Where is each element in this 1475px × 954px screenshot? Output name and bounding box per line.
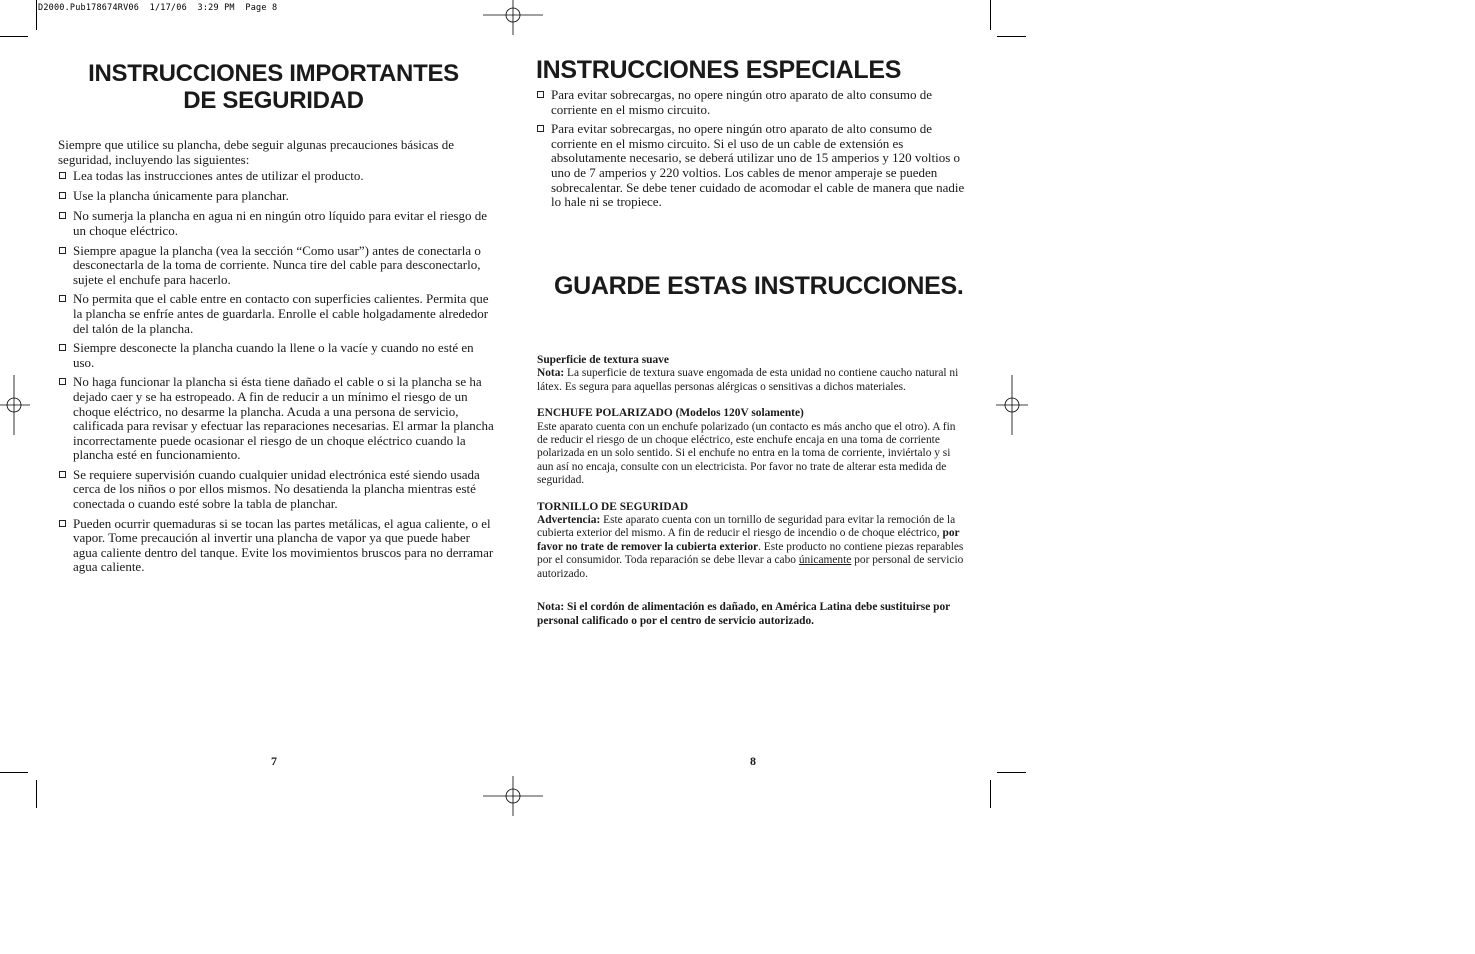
list-item-text: Para evitar sobrecargas, no opere ningún otro aparato de alto consumo de corriente en el mismo circuito. <box>551 87 932 117</box>
surface-note <box>537 354 969 394</box>
list-item <box>58 244 494 288</box>
cord-note <box>537 601 969 628</box>
registration-mark-icon <box>996 375 1028 435</box>
page-number: 8 <box>750 754 756 768</box>
list-item <box>58 517 494 575</box>
checkbox-icon <box>537 125 544 132</box>
checkbox-icon <box>59 344 66 351</box>
list-item-text: No haga funcionar la plancha si ésta tiene dañado el cable o si la plancha se ha dejado caer y se ha estropeado. A fin de reducir a un mínimo el riesgo de un choque eléctrico, no desarme la plancha. Acuda a una persona de servicio, calificada para revisar y efectuar las reparaciones necesarias. El armar la plancha incorrectamente puede ocasionar el riesgo de un choque eléctrico cuando la plancha esté en funcionamiento. <box>73 374 494 463</box>
crop-mark <box>0 36 28 37</box>
list-item <box>536 122 968 210</box>
list-item <box>58 189 494 204</box>
screw-underline-text: únicamente <box>798 554 852 567</box>
page-title <box>53 60 494 114</box>
registration-mark-icon <box>0 375 30 435</box>
title-line: DE SEGURIDAD <box>183 87 364 114</box>
screw-text: por personal de servicio autorizado. <box>537 554 964 580</box>
checkbox-icon <box>59 212 66 219</box>
list-item-text: No permita que el cable entre en contacto con superficies calientes. Permita que la plancha se enfríe antes de guardarla. Enrolle el cable holgadamente alrededor del talón de la plancha. <box>73 291 489 336</box>
print-slug: D2000.Pub178674RV06 1/17/06 3:29 PM Page 8 <box>38 3 278 13</box>
surface-note-text: La superficie de textura suave engomada de esta unidad no contiene caucho natural ni látex. Es segura para aquellas personas alérgicas o sensitivas a dichos materiales. <box>537 367 959 393</box>
list-item <box>58 341 494 370</box>
warning-label: Advertencia: <box>537 514 601 527</box>
list-item-text: Siempre apague la plancha (vea la sección “Como usar”) antes de conectarla o desconectarla de la toma de corriente. Nunca tire del cable para desconectarlo, sujete el enchufe para hacerlo. <box>73 242 481 287</box>
crop-mark <box>997 772 1026 773</box>
intro-text: Siempre que utilice su plancha, debe seguir algunas precauciones básicas de seguridad, incluyendo las siguientes: <box>58 137 454 167</box>
checkbox-icon <box>59 295 66 302</box>
note-label: Nota: <box>537 367 565 380</box>
crop-mark <box>36 0 37 30</box>
surface-heading: Superficie de textura suave <box>537 354 669 366</box>
crop-mark <box>990 0 991 30</box>
plug-text: Este aparato cuenta con un enchufe polarizado (un contacto es más ancho que el otro). A fin de reducir el riesgo de un choque eléctrico, este enchufe encaja en una toma de corriente polarizada en un solo sentido. Si el enchufe no entra en la toma de corriente, inviértalo y si aun así no encaja, consulte con un electricista. Por favor no trate de alterar esta medida de seguridad. <box>537 420 956 487</box>
list-item-text: Use la plancha únicamente para planchar. <box>73 187 289 203</box>
list-item <box>58 468 494 512</box>
checkbox-icon <box>59 172 66 179</box>
plug-note <box>537 407 969 487</box>
list-item-text: Pueden ocurrir quemaduras si se tocan las partes metálicas, el agua caliente, o el vapor. Tome precaución al invertir una plancha de vapor ya que puede haber agua caliente dentro del tanque. Evite los movimientos bruscos para no derramar agua caliente. <box>73 515 494 575</box>
plug-heading: ENCHUFE POLARIZADO (Modelos 120V solamente) <box>537 407 804 420</box>
list-item-text: No sumerja la plancha en agua ni en ningún otro líquido para evitar el riesgo de un choque eléctrico. <box>73 208 488 238</box>
crop-mark <box>997 36 1026 37</box>
registration-mark-icon <box>483 776 543 816</box>
registration-mark-icon <box>483 0 543 35</box>
list-item <box>58 169 494 184</box>
list-item <box>536 88 968 117</box>
screw-text: . Este producto no contiene piezas reparables por el consumidor. Toda reparación se debe llevar a cabo <box>537 540 964 567</box>
screw-note <box>537 501 969 581</box>
list-item <box>58 292 494 336</box>
list-item-text: Siempre desconecte la plancha cuando la llene o la vacíe y cuando no esté en uso. <box>73 340 474 370</box>
crop-mark <box>990 780 991 808</box>
special-list <box>536 88 968 210</box>
list-item-text: Lea todas las instrucciones antes de utilizar el producto. <box>73 168 364 184</box>
product-notes <box>537 354 969 641</box>
title-line: INSTRUCCIONES IMPORTANTES <box>88 60 459 87</box>
list-item <box>58 375 494 463</box>
checkbox-icon <box>59 378 66 385</box>
checkbox-icon <box>537 91 544 98</box>
screw-heading: TORNILLO DE SEGURIDAD <box>537 500 689 513</box>
checkbox-icon <box>59 247 66 254</box>
list-item-text: Se requiere supervisión cuando cualquier unidad electrónica esté siendo usada cerca de los niños o por ellos mismos. No desatienda la plancha mientras esté conectada o cuando esté sobre la tabla de planchar. <box>73 466 480 512</box>
save-instructions-title: GUARDE ESTAS INSTRUCCIONES. <box>554 272 964 300</box>
screw-bold-text: por favor no trate de remover la cubierta exterior <box>537 527 960 553</box>
screw-text: Este aparato cuenta con un tornillo de seguridad para evitar la remoción de la cubierta exterior del mismo. A fin de reducir el riesgo de incendio o de choque eléctrico, <box>537 514 956 540</box>
list-item <box>58 209 494 238</box>
checkbox-icon <box>59 520 66 527</box>
checkbox-icon <box>59 192 66 199</box>
checkbox-icon <box>59 471 66 478</box>
crop-mark <box>0 772 28 773</box>
cord-note-text: Nota: Si el cordón de alimentación es dañado, en América Latina debe sustituirse por personal calificado o por el centro de servicio autorizado. <box>537 601 951 627</box>
right-page <box>536 56 968 215</box>
page-number: 7 <box>271 754 277 768</box>
safety-list <box>58 169 494 575</box>
list-item-text: Para evitar sobrecargas, no opere ningún otro aparato de alto consumo de corriente en el mismo circuito. Si el uso de un cable de extensión es absolutamente necesario, se deberá utilizar uno de 15 amperios y 120 voltios o uno de 7 amperios y 220 voltios. Los cables de menor amperaje se pueden sobrecalentar. Se debe tener cuidado de acomodar el cable de manera que nadie lo hale ni se tropiece. <box>551 121 965 210</box>
left-page <box>58 60 494 580</box>
crop-mark <box>36 780 37 808</box>
section-title: INSTRUCCIONES ESPECIALES <box>536 56 902 84</box>
